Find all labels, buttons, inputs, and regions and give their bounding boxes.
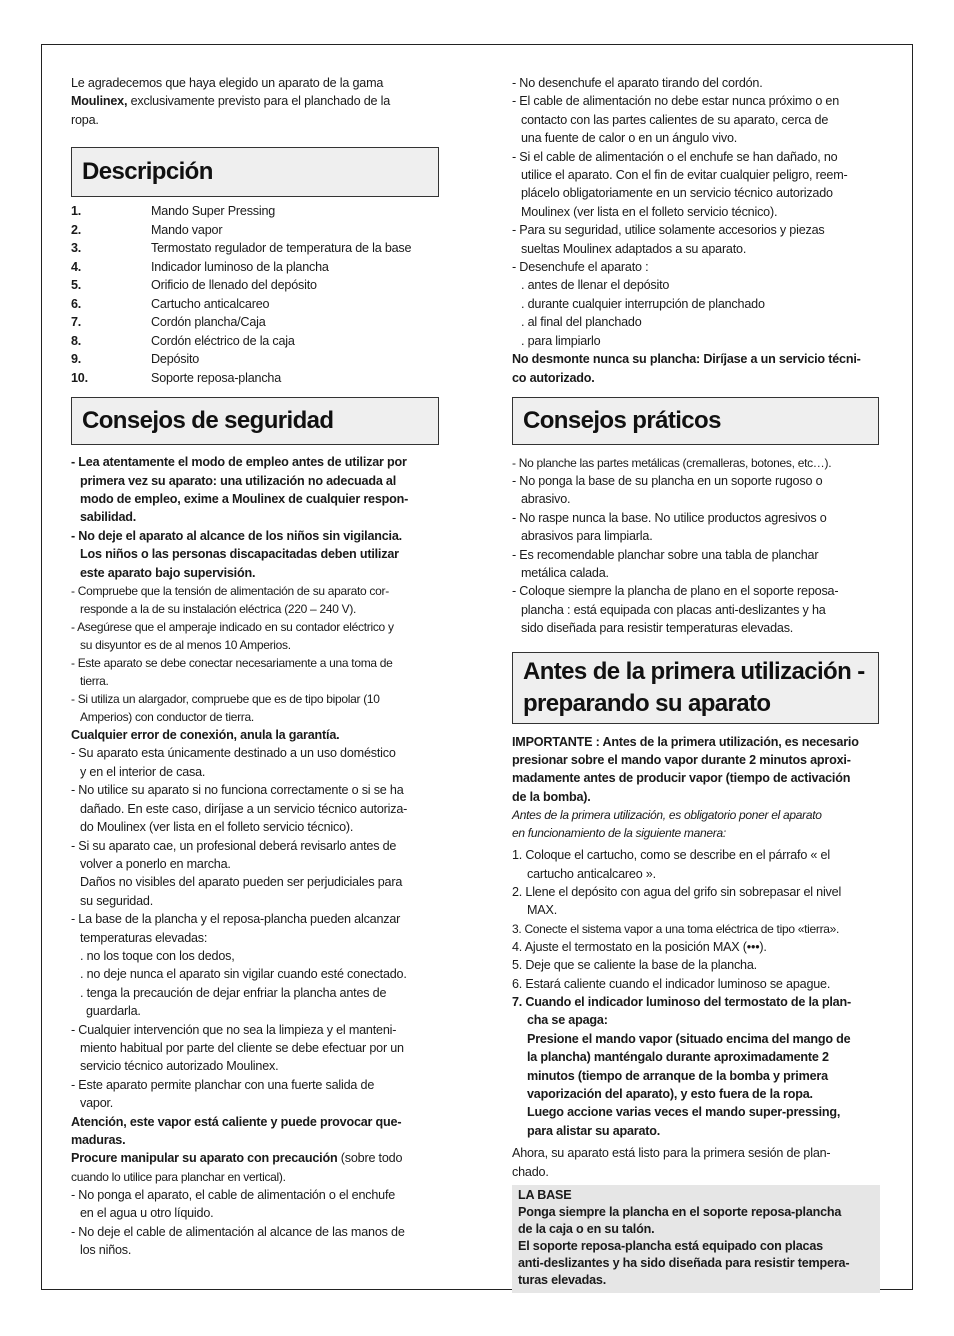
parts-list-item: [71, 350, 439, 369]
seguridad-line: temperaturas elevadas:: [80, 930, 208, 945]
parts-list-item: [71, 221, 439, 240]
seguridad-line: - No utilice su aparato si no funciona correctamente o si se ha: [71, 783, 404, 798]
steps-list: [512, 846, 882, 1140]
seguridad-line: servicio técnico autorizado Moulinex.: [80, 1059, 279, 1074]
italic-line: en funcionamiento de la siguiente manera:: [512, 826, 726, 841]
practicos-line: - Coloque siempre la plancha de plano en el soporte reposa-: [512, 584, 839, 599]
part-number: 6.: [71, 296, 82, 311]
warning-line: - Desenchufe el aparato :: [512, 260, 649, 275]
intro-line: Le agradecemos que haya elegido un aparato de la gama: [71, 76, 384, 90]
seguridad-line: primera vez su aparato: una utilización no adecuada al: [80, 473, 397, 488]
seguridad-line: y en el interior de casa.: [80, 764, 206, 779]
step-line: la plancha) manténgalo durante aproximadamente 2: [527, 1050, 829, 1065]
part-number: 10.: [71, 370, 88, 385]
antes-title-line1: Antes de la primera utilización -: [523, 657, 865, 685]
practicos-line: - No raspe nunca la base. No utilice productos agresivos o: [512, 510, 827, 525]
la-base-line: El soporte reposa-plancha está equipado con placas: [518, 1239, 823, 1254]
seguridad-line: los niños.: [80, 1243, 132, 1258]
warning-line: - Para su seguridad, utilice solamente accesorios y piezas: [512, 223, 825, 238]
warning-line: plácelo obligatoriamente en un servicio técnico autorizado: [521, 186, 833, 201]
seguridad-line: . no deje nunca el aparato sin vigilar cuando esté conectado.: [80, 967, 407, 982]
la-base-line: anti-deslizantes y ha sido diseñada para resistir tempera-: [518, 1256, 850, 1271]
part-label: Termostato regulador de temperatura de la base: [151, 241, 412, 256]
part-label: Cartucho anticalcareo: [151, 296, 270, 311]
part-label: Cordón plancha/Caja: [151, 315, 266, 330]
seguridad-line: responde a la de su instalación eléctrica (220 – 240 V).: [80, 602, 357, 617]
seguridad-line: miento habitual por parte del cliente se debe efectuar por un: [80, 1040, 404, 1055]
seguridad-line: - Lea atentamente el modo de empleo antes de utilizar por: [71, 455, 407, 470]
precaution-line: cuando lo utilice para planchar en vertical).: [71, 1169, 286, 1184]
seguridad-line: tierra.: [80, 674, 109, 689]
practicos-line: sido diseñada para resistir temperaturas elevadas.: [521, 621, 794, 636]
important-line: madamente antes de producir vapor (tiempo de activación: [512, 771, 851, 786]
step-line: Luego accione varias veces el mando super-pressing,: [527, 1105, 841, 1120]
practicos-text: [512, 454, 882, 638]
practicos-line: abrasivo.: [521, 492, 571, 507]
italic-line: Antes de la primera utilización, es obligatorio poner el aparato: [512, 808, 822, 823]
seguridad-line: - Su aparato esta únicamente destinado a un uso doméstico: [71, 746, 396, 761]
left-column: [71, 74, 439, 1259]
la-base-title: LA BASE: [518, 1188, 572, 1203]
intro-text: exclusivamente previsto para el planchado de la: [127, 94, 391, 109]
antes-title-line2: preparando su aparato: [523, 689, 771, 717]
seguridad-line: . no los toque con los dedos,: [80, 948, 235, 963]
warning-line: - Si el cable de alimentación o el enchufe se han dañado, no: [512, 149, 838, 164]
seguridad-heading-box: [71, 397, 439, 445]
italic-note: [512, 806, 882, 842]
warning-line: . antes de llenar el depósito: [521, 278, 670, 293]
seguridad-line: sabilidad.: [80, 510, 137, 525]
step-line: 7. Cuando el indicador luminoso del termostato de la plan-: [512, 995, 851, 1010]
part-label: Mando vapor: [151, 222, 223, 237]
step-line: 3. Conecte el sistema vapor a una toma eléctrica de tipo «tierra».: [512, 921, 840, 936]
seguridad-line: . tenga la precaución de dejar enfriar la plancha antes de: [80, 985, 387, 1000]
seguridad-line: Amperios) con conductor de tierra.: [80, 710, 254, 725]
step-line: 4. Ajuste el termostato en la posición MAX (•••).: [512, 939, 767, 954]
part-number: 9.: [71, 352, 82, 367]
seguridad-line: guardarla.: [86, 1004, 141, 1019]
la-base-line: Ponga siempre la plancha en el soporte reposa-plancha: [518, 1205, 842, 1220]
step-line: MAX.: [527, 903, 557, 918]
seguridad-title: Consejos de seguridad: [82, 407, 334, 435]
seguridad-tail: [71, 1186, 439, 1260]
descripcion-heading-box: [71, 147, 439, 197]
parts-list-item: [71, 239, 439, 258]
seguridad-line: Los niños o las personas discapacitadas deben utilizar: [80, 547, 399, 562]
seguridad-line: - No deje el aparato al alcance de los niños sin vigilancia.: [71, 528, 402, 543]
step-line: cha se apaga:: [527, 1013, 608, 1028]
step-line: cartucho anticalcareo ».: [527, 866, 656, 881]
warning-line: una fuente de calor o en un ángulo vivo.: [521, 131, 738, 146]
descripcion-title: Descripción: [82, 158, 213, 186]
part-number: 1.: [71, 204, 82, 219]
intro-line: ropa.: [71, 112, 99, 127]
warning-line: - No desenchufe el aparato tirando del cordón.: [512, 76, 763, 90]
seguridad-line: - No deje el cable de alimentación al alcance de las manos de: [71, 1224, 405, 1239]
part-number: 5.: [71, 278, 82, 293]
important-line: de la bomba).: [512, 789, 591, 804]
warning-line: No desmonte nunca su plancha: Diríjase a un servicio técni-: [512, 352, 861, 367]
important-note: [512, 733, 882, 807]
parts-list-item: [71, 369, 439, 388]
part-number: 3.: [71, 241, 82, 256]
la-base-line: turas elevadas.: [518, 1273, 607, 1288]
ready-note: [512, 1144, 882, 1181]
intro-line: [71, 92, 439, 110]
ready-line: Ahora, su aparato está listo para la primera sesión de plan-: [512, 1146, 831, 1161]
step-line: para alistar su aparato.: [527, 1123, 661, 1138]
precaution-text: (sobre todo: [337, 1151, 403, 1166]
part-label: Mando Super Pressing: [151, 204, 276, 219]
practicos-title: Consejos práticos: [523, 406, 721, 434]
seguridad-line: - Asegúrese que el amperaje indicado en su contador eléctrico y: [71, 620, 394, 635]
parts-list-item: [71, 276, 439, 295]
parts-list-item: [71, 295, 439, 314]
parts-list-item: [71, 332, 439, 351]
seguridad-line: su seguridad.: [80, 893, 154, 908]
important-line: IMPORTANTE : Antes de la primera utilización, es necesario: [512, 734, 859, 749]
practicos-line: plancha : está equipada con placas anti-deslizantes y ha: [521, 602, 826, 617]
step-line: vaporización del aparato), y esto fuera de la ropa.: [527, 1087, 813, 1102]
step-line: Presione el mando vapor (situado encima del mango de: [527, 1031, 851, 1046]
part-number: 8.: [71, 333, 82, 348]
seguridad-line: - Si su aparato cae, un profesional deberá revisarlo antes de: [71, 838, 397, 853]
warning-line: sueltas Moulinex adaptados a su aparato.: [521, 241, 747, 256]
part-number: 2.: [71, 222, 82, 237]
warning-line: contacto con las partes calientes de su aparato, cerca de: [521, 112, 829, 127]
part-label: Orificio de llenado del depósito: [151, 278, 317, 293]
step-line: 6. Estará caliente cuando el indicador luminoso se apague.: [512, 976, 831, 991]
part-label: Cordón eléctrico de la caja: [151, 333, 295, 348]
parts-list: [71, 202, 439, 387]
warning-line: - El cable de alimentación no debe estar nunca próximo o en: [512, 94, 840, 109]
seguridad-line: Atención, este vapor está caliente y puede provocar que-: [71, 1114, 402, 1129]
seguridad-line: Cualquier error de conexión, anula la garantía.: [71, 728, 340, 743]
warning-line: . para limpiarlo: [521, 333, 601, 348]
la-base-box: [512, 1185, 880, 1293]
seguridad-line: en el agua u otro líquido.: [80, 1206, 214, 1221]
warning-line: . al final del planchado: [521, 315, 642, 330]
part-label: Soporte reposa-plancha: [151, 370, 282, 385]
practicos-line: - No planche las partes metálicas (cremalleras, botones, etc…).: [512, 455, 832, 470]
seguridad-line: Daños no visibles del aparato pueden ser perjudiciales para: [80, 875, 403, 890]
seguridad-line: - Este aparato permite planchar con una fuerte salida de: [71, 1077, 375, 1092]
seguridad-line: vapor.: [80, 1096, 114, 1111]
right-column: [512, 74, 882, 1293]
right-top-text: [512, 74, 882, 387]
step-line: 5. Deje que se caliente la base de la plancha.: [512, 958, 757, 973]
seguridad-line: maduras.: [71, 1133, 126, 1147]
ready-line: chado.: [512, 1164, 549, 1179]
warning-line: . durante cualquier interrupción de planchado: [521, 296, 765, 311]
practicos-line: - No ponga la base de su plancha en un soporte rugoso o: [512, 473, 823, 488]
important-line: presionar sobre el mando vapor durante 2 minutos aproxi-: [512, 752, 851, 767]
step-line: minutos (tiempo de arranque de la bomba y primera: [527, 1068, 828, 1083]
intro-paragraph: [71, 74, 439, 129]
seguridad-line: - No ponga el aparato, el cable de alimentación o el enchufe: [71, 1187, 396, 1202]
seguridad-line: modo de empleo, exime a Moulinex de cualquier respon-: [80, 492, 409, 507]
step-line: 1. Coloque el cartucho, como se describe en el párrafo « el: [512, 848, 830, 863]
warning-line: co autorizado.: [512, 370, 595, 385]
step-line: 2. Llene el depósito con agua del grifo sin sobrepasar el nivel: [512, 885, 842, 899]
precaution-bold: Procure manipular su aparato con precaución: [71, 1151, 338, 1166]
seguridad-line: volver a ponerlo en marcha.: [80, 856, 231, 871]
seguridad-line: dañado. En este caso, diríjase a un servicio técnico autoriza-: [80, 801, 408, 816]
practicos-line: metálica calada.: [521, 565, 609, 580]
seguridad-line: do Moulinex (ver lista en el folleto servicio técnico).: [80, 820, 354, 835]
seguridad-line: este aparato bajo supervisión.: [80, 565, 256, 580]
brand-name: Moulinex,: [71, 94, 128, 109]
seguridad-text: [71, 453, 439, 1149]
parts-list-item: [71, 313, 439, 332]
seguridad-line: - Si utiliza un alargador, compruebe que es de tipo bipolar (10: [71, 692, 380, 707]
part-label: Depósito: [151, 352, 200, 367]
seguridad-line: - Compruebe que la tensión de alimentación de su aparato cor-: [71, 584, 389, 599]
parts-list-item: [71, 258, 439, 277]
la-base-line: de la caja o en su talón.: [518, 1222, 655, 1237]
part-number: 4.: [71, 259, 82, 274]
seguridad-line: su disyuntor es de al menos 10 Amperios.: [80, 638, 291, 653]
part-number: 7.: [71, 315, 82, 330]
warning-line: utilice el aparato. Con el fin de evitar cualquier peligro, reem-: [521, 168, 848, 183]
seguridad-line: - Este aparato se debe conectar necesariamente a una toma de: [71, 656, 393, 671]
seguridad-line: - La base de la plancha y el reposa-plancha pueden alcanzar: [71, 912, 401, 927]
practicos-line: abrasivos para limpiarla.: [521, 529, 653, 544]
practicos-heading-box: [512, 397, 879, 445]
antes-heading-box: [512, 652, 879, 724]
seguridad-line: - Cualquier intervención que no sea la limpieza y el manteni-: [71, 1022, 397, 1037]
parts-list-item: [71, 202, 439, 221]
warning-line: Moulinex (ver lista en el folleto servicio técnico).: [521, 204, 778, 219]
part-label: Indicador luminoso de la plancha: [151, 259, 329, 274]
precaution-line: [71, 1149, 439, 1167]
practicos-line: - Es recomendable planchar sobre una tabla de planchar: [512, 547, 819, 562]
